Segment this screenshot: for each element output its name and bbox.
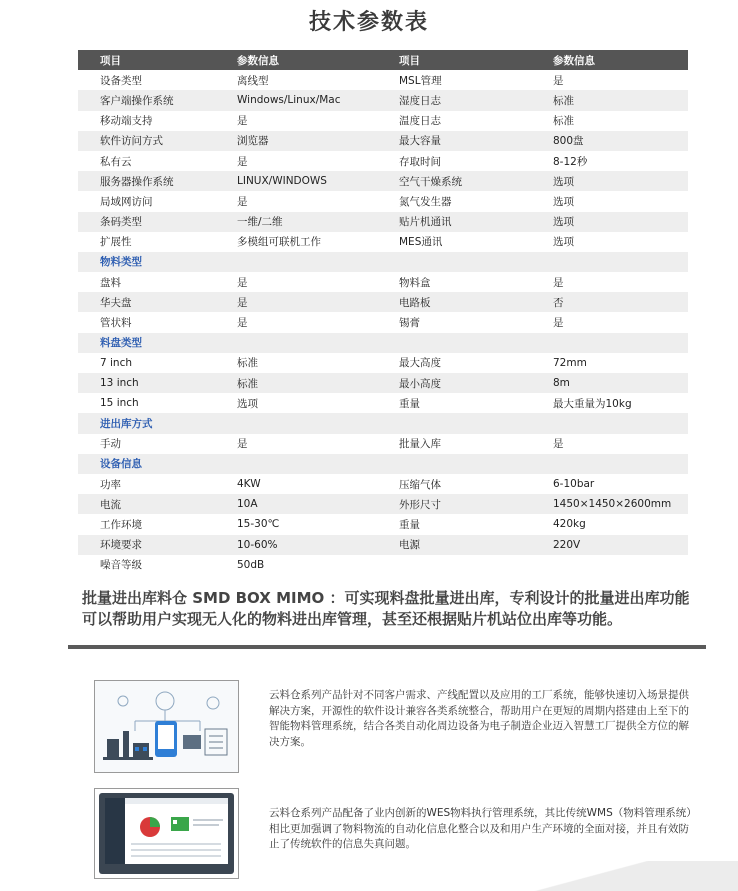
item-cell: 存取时间 — [377, 151, 531, 171]
item-cell: 电流 — [78, 494, 215, 514]
param-cell: 标准 — [215, 353, 377, 373]
param-cell: LINUX/WINDOWS — [215, 171, 377, 191]
param-cell: 800盘 — [531, 131, 688, 151]
header-param: 参数信息 — [531, 50, 688, 70]
param-cell: 220V — [531, 535, 688, 555]
header-item: 项目 — [377, 50, 531, 70]
param-cell: 选项 — [531, 232, 688, 252]
table-row — [78, 212, 688, 232]
table-row — [78, 393, 688, 413]
param-cell: 8-12秒 — [531, 151, 688, 171]
divider — [68, 645, 706, 649]
param-cell: 浏览器 — [215, 131, 377, 151]
item-cell: 扩展性 — [78, 232, 215, 252]
param-cell: 是 — [531, 272, 688, 292]
param-cell: 选项 — [531, 191, 688, 211]
item-cell: 贴片机通讯 — [377, 212, 531, 232]
screen-label: WES系统 — [141, 858, 163, 864]
item-cell: 锡膏 — [377, 312, 531, 332]
item-cell: 湿度日志 — [377, 90, 531, 110]
table-row — [78, 70, 688, 90]
section-row — [78, 252, 688, 272]
param-cell: 50dB — [215, 555, 377, 575]
item-cell: MES通讯 — [377, 232, 531, 252]
param-cell: 8m — [531, 373, 688, 393]
table-row — [78, 171, 688, 191]
item-cell: 环境要求 — [78, 535, 215, 555]
item-cell: 工作环境 — [78, 514, 215, 534]
param-cell: 是 — [215, 191, 377, 211]
software-screenshot — [94, 788, 239, 879]
param-cell: 10-60% — [215, 535, 377, 555]
param-cell: 标准 — [215, 373, 377, 393]
param-cell: 15-30℃ — [215, 514, 377, 534]
param-cell: 是 — [215, 312, 377, 332]
table-row — [78, 373, 688, 393]
item-cell: 华夫盘 — [78, 292, 215, 312]
section-label: 物料类型 — [78, 252, 688, 272]
item-cell: 批量入库 — [377, 434, 531, 454]
item-cell: 物料盒 — [377, 272, 531, 292]
item-cell: 噪音等级 — [78, 555, 215, 575]
param-cell: 是 — [531, 434, 688, 454]
item-cell: 条码类型 — [78, 212, 215, 232]
item-cell: 局域网访问 — [78, 191, 215, 211]
item-cell: 电路板 — [377, 292, 531, 312]
param-cell: 10A — [215, 494, 377, 514]
param-cell: 是 — [215, 434, 377, 454]
item-cell: 服务器操作系统 — [78, 171, 215, 191]
param-cell: 多模组可联机工作 — [215, 232, 377, 252]
param-cell: 是 — [215, 292, 377, 312]
item-cell: 最大容量 — [377, 131, 531, 151]
item-cell: 设备类型 — [78, 70, 215, 90]
item-cell: 温度日志 — [377, 111, 531, 131]
param-cell: 4KW — [215, 474, 377, 494]
param-cell: 选项 — [531, 171, 688, 191]
item-cell: 外形尺寸 — [377, 494, 531, 514]
param-cell: Windows/Linux/Mac — [215, 90, 377, 110]
factory-network-icon — [95, 681, 238, 772]
section-row — [78, 454, 688, 474]
param-cell: 选项 — [531, 212, 688, 232]
item-cell: 15 inch — [78, 393, 215, 413]
feature-paragraph-2: 云料仓系列产品配备了业内创新的WES物料执行管理系统，其比传统WMS（物料管理系统）相比更加强调了物料物流的自动化信息化整合以及和用户生产环境的全面对接，并且有效防止了传统软件的信息失真问题。 — [269, 807, 697, 850]
item-cell: MSL管理 — [377, 70, 531, 90]
param-cell: 是 — [215, 151, 377, 171]
param-cell: 离线型 — [215, 70, 377, 90]
table-body — [78, 70, 688, 575]
section-label: 料盘类型 — [78, 333, 688, 353]
page-title: 技术参数表 — [308, 10, 429, 35]
item-cell: 最大高度 — [377, 353, 531, 373]
param-cell: 是 — [215, 111, 377, 131]
param-cell: 72mm — [531, 353, 688, 373]
spec-table — [78, 50, 688, 575]
item-cell: 重量 — [377, 514, 531, 534]
item-cell: 功率 — [78, 474, 215, 494]
param-cell: 1450×1450×2600mm — [531, 494, 688, 514]
item-cell: 最小高度 — [377, 373, 531, 393]
decorative-corner — [478, 861, 738, 891]
item-cell: 客户端操作系统 — [78, 90, 215, 110]
table-row — [78, 312, 688, 332]
table-row — [78, 131, 688, 151]
item-cell: 软件访问方式 — [78, 131, 215, 151]
param-cell: 最大重量为10kg — [531, 393, 688, 413]
param-cell: 是 — [215, 272, 377, 292]
item-cell: 13 inch — [78, 373, 215, 393]
header-item: 项目 — [78, 50, 215, 70]
param-cell: 是 — [531, 70, 688, 90]
item-cell: 氮气发生器 — [377, 191, 531, 211]
item-cell: 私有云 — [78, 151, 215, 171]
item-cell: 7 inch — [78, 353, 215, 373]
table-row — [78, 90, 688, 110]
table-row — [78, 232, 688, 252]
param-cell: 标准 — [531, 90, 688, 110]
table-row — [78, 434, 688, 454]
table-row — [78, 111, 688, 131]
factory-illustration — [94, 680, 239, 773]
param-cell: 标准 — [531, 111, 688, 131]
table-row — [78, 514, 688, 534]
param-cell: 否 — [531, 292, 688, 312]
summary-text: 批量进出库料仓 SMD BOX MIMO ：可实现料盘批量进出库，专利设计的批量进出库功能可以帮助用户实现无人化的物料进出库管理，甚至还根据贴片机站位出库等功能。 — [82, 589, 690, 628]
item-cell: 盘料 — [78, 272, 215, 292]
item-cell: 移动端支持 — [78, 111, 215, 131]
item-cell — [377, 555, 531, 575]
table-row — [78, 535, 688, 555]
table-row — [78, 555, 688, 575]
table-row — [78, 474, 688, 494]
item-cell: 电源 — [377, 535, 531, 555]
section-label: 进出库方式 — [78, 413, 688, 433]
feature-paragraph-1: 云料仓系列产品针对不同客户需求、产线配置以及应用的工厂系统，能够快速切入场景提供解决方案，开源性的软件设计兼容各类系统整合，帮助用户在更短的周期内搭建由上至下的智能物料管理系统，结合各类自动化周边设备为电子制造企业迈入智慧工厂提供全方位的解决方案。 — [269, 689, 689, 748]
table-row — [78, 151, 688, 171]
param-cell: 420kg — [531, 514, 688, 534]
param-cell: 是 — [531, 312, 688, 332]
table-header-row — [78, 50, 688, 70]
item-cell: 手动 — [78, 434, 215, 454]
param-cell: 一维/二维 — [215, 212, 377, 232]
laptop-screen-icon — [95, 789, 238, 878]
param-cell: 选项 — [215, 393, 377, 413]
table-row — [78, 272, 688, 292]
item-cell: 重量 — [377, 393, 531, 413]
item-cell: 压缩气体 — [377, 474, 531, 494]
table-row — [78, 191, 688, 211]
table-row — [78, 494, 688, 514]
table-row — [78, 353, 688, 373]
section-row — [78, 333, 688, 353]
header-param: 参数信息 — [215, 50, 377, 70]
param-cell: 6-10bar — [531, 474, 688, 494]
item-cell: 空气干燥系统 — [377, 171, 531, 191]
item-cell: 管状料 — [78, 312, 215, 332]
param-cell — [531, 555, 688, 575]
section-row — [78, 413, 688, 433]
table-row — [78, 292, 688, 312]
section-label: 设备信息 — [78, 454, 688, 474]
